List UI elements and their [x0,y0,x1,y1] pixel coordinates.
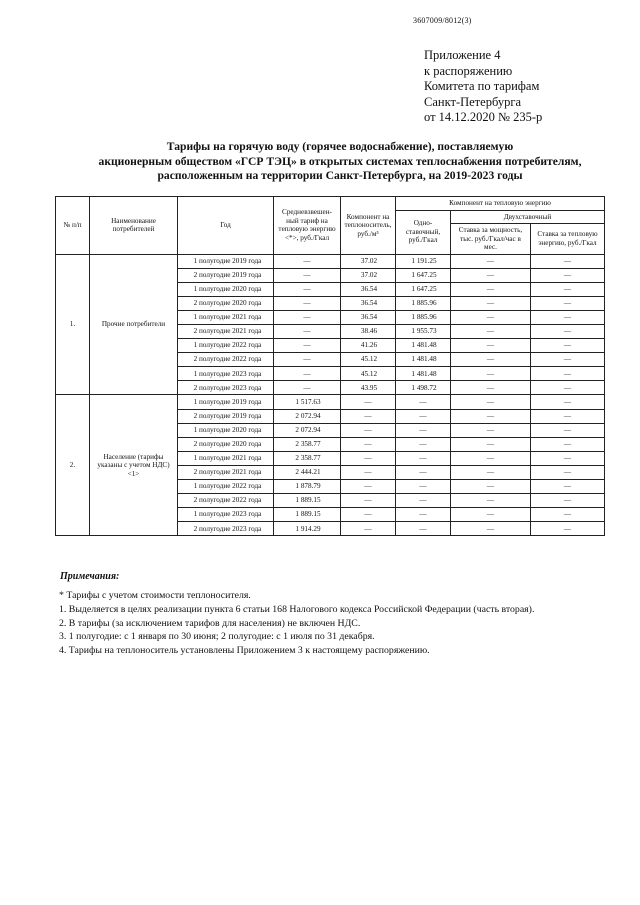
title-line: Тарифы на горячую воду (горячее водоснабжение), поставляемую [166,140,514,153]
capacity-rate-cell: — [451,296,531,310]
appendix-line: к распоряжению [424,63,513,78]
period-cell: 1 полугодие 2022 года [178,480,274,494]
capacity-rate-cell: — [451,465,531,479]
energy-rate-cell: — [531,310,605,324]
carrier-cell: — [341,423,396,437]
period-cell: 2 полугодие 2023 года [178,381,274,395]
carrier-cell: 43.95 [341,381,396,395]
energy-rate-cell: — [531,254,605,268]
energy-rate-cell: — [531,522,605,536]
period-cell: 1 полугодие 2020 года [178,282,274,296]
carrier-cell: 37.02 [341,268,396,282]
avg-tariff-cell: 2 072.94 [274,423,341,437]
note-line: * Тарифы с учетом стоимости теплоносителя. [59,590,251,601]
single-rate-cell: — [396,437,451,451]
period-cell: 1 полугодие 2020 года [178,423,274,437]
capacity-rate-cell: — [451,437,531,451]
energy-rate-cell: — [531,508,605,522]
capacity-rate-cell: — [451,409,531,423]
avg-tariff-cell: 2 358.77 [274,451,341,465]
table-row [56,395,605,409]
avg-tariff-cell: — [274,310,341,324]
notes-title: Примечания: [60,571,120,582]
period-cell: 1 полугодие 2022 года [178,339,274,353]
avg-tariff-cell: 1 878.79 [274,480,341,494]
document-number: 3607009/8012(3) [413,16,472,25]
single-rate-cell: — [396,480,451,494]
appendix-line: Комитета по тарифам [424,79,540,93]
capacity-rate-cell: — [451,268,531,282]
avg-tariff-cell: — [274,296,341,310]
avg-tariff-cell: — [274,254,341,268]
single-rate-cell: 1 885.96 [396,310,451,324]
period-cell: 2 полугодие 2021 года [178,324,274,338]
period-cell: 1 полугодие 2019 года [178,254,274,268]
consumer-name: Прочие потребители [90,254,178,395]
period-cell: 2 полугодие 2019 года [178,409,274,423]
period-cell: 2 полугодие 2023 года [178,522,274,536]
note-line: 2. В тарифы (за исключением тарифов для населения) не включен НДС. [59,617,361,629]
carrier-cell: 37.02 [341,254,396,268]
carrier-cell: — [341,494,396,508]
avg-tariff-cell: 2 072.94 [274,409,341,423]
avg-tariff-cell: 1 889.15 [274,508,341,522]
note-line: 3. 1 полугодие: с 1 января по 30 июня; 2 полугодие: с 1 июля по 31 декабря. [59,631,375,643]
appendix-line: от 14.12.2020 № 235-р [424,110,543,124]
capacity-rate-cell: — [451,282,531,296]
capacity-rate-cell: — [451,353,531,367]
single-rate-cell: — [396,423,451,437]
single-rate-cell: 1 647.25 [396,282,451,296]
energy-rate-cell: — [531,296,605,310]
single-rate-cell: 1 955.73 [396,324,451,338]
avg-tariff-cell: — [274,282,341,296]
avg-tariff-cell: — [274,381,341,395]
capacity-rate-cell: — [451,423,531,437]
appendix-block [424,48,542,126]
energy-rate-cell: — [531,353,605,367]
single-rate-cell: 1 885.96 [396,296,451,310]
carrier-cell: — [341,465,396,479]
carrier-cell: 36.54 [341,282,396,296]
capacity-rate-cell: — [451,395,531,409]
appendix-line: Санкт-Петербурга [424,94,522,109]
header-energy-component: Компонент на тепловую энергию [396,197,605,211]
capacity-rate-cell: — [451,339,531,353]
carrier-cell: — [341,522,396,536]
single-rate-cell: 1 481.48 [396,339,451,353]
avg-tariff-cell: — [274,339,341,353]
table-row [56,254,605,268]
single-rate-cell: — [396,395,451,409]
document-title [40,140,640,184]
single-rate-cell: 1 191.25 [396,254,451,268]
energy-rate-cell: — [531,409,605,423]
energy-rate-cell: — [531,282,605,296]
notes-list [59,589,534,658]
single-rate-cell: 1 647.25 [396,268,451,282]
note-line: 1. Выделяется в целях реализации пункта 6 статьи 168 Налогового кодекса Российской Федерации (часть вторая). [59,603,535,615]
period-cell: 1 полугодие 2019 года [178,395,274,409]
appendix-line: Приложение 4 [424,48,501,62]
period-cell: 1 полугодие 2023 года [178,508,274,522]
row-number: 1. [56,254,90,395]
carrier-cell: 38.46 [341,324,396,338]
single-rate-cell: 1 481.48 [396,353,451,367]
carrier-cell: — [341,437,396,451]
carrier-cell: 45.12 [341,353,396,367]
capacity-rate-cell: — [451,367,531,381]
single-rate-cell: — [396,522,451,536]
capacity-rate-cell: — [451,254,531,268]
period-cell: 2 полугодие 2020 года [178,296,274,310]
period-cell: 1 полугодие 2021 года [178,451,274,465]
energy-rate-cell: — [531,381,605,395]
energy-rate-cell: — [531,324,605,338]
capacity-rate-cell: — [451,522,531,536]
carrier-cell: 36.54 [341,296,396,310]
single-rate-cell: 1 481.48 [396,367,451,381]
title-line: акционерным обществом «ГСР ТЭЦ» в открытых системах теплоснабжения потребителям, [98,154,582,168]
carrier-cell: — [341,409,396,423]
capacity-rate-cell: — [451,310,531,324]
period-cell: 1 полугодие 2021 года [178,310,274,324]
single-rate-cell: — [396,494,451,508]
header-capacity-rate: Ставка за мощность, тыс. руб./Гкал/час в мес. [451,224,531,255]
energy-rate-cell: — [531,339,605,353]
header-energy-rate: Ставка за тепловую энергию, руб./Гкал [531,224,605,255]
avg-tariff-cell: — [274,268,341,282]
single-rate-cell: — [396,508,451,522]
carrier-cell: 45.12 [341,367,396,381]
header-num: № п/п [56,197,90,255]
period-cell: 2 полугодие 2022 года [178,353,274,367]
capacity-rate-cell: — [451,480,531,494]
single-rate-cell: — [396,451,451,465]
consumer-name: Население (тарифы указаны с учетом НДС) <1> [90,395,178,536]
header-year: Год [178,197,274,255]
carrier-cell: — [341,480,396,494]
avg-tariff-cell: 2 358.77 [274,437,341,451]
avg-tariff-cell: — [274,367,341,381]
avg-tariff-cell: 1 889.15 [274,494,341,508]
header-carrier: Компонент на теплоноситель, руб./м³ [341,197,396,255]
single-rate-cell: — [396,465,451,479]
single-rate-cell: 1 498.72 [396,381,451,395]
avg-tariff-cell: — [274,324,341,338]
carrier-cell: — [341,395,396,409]
note-line: 4. Тарифы на теплоноситель установлены Приложением 3 к настоящему распоряжению. [59,645,430,657]
energy-rate-cell: — [531,395,605,409]
energy-rate-cell: — [531,423,605,437]
header-single-rate: Одно-ставочный, руб./Гкал [396,210,451,254]
period-cell: 2 полугодие 2020 года [178,437,274,451]
avg-tariff-cell: 1 914.29 [274,522,341,536]
energy-rate-cell: — [531,465,605,479]
header-avg-tariff: Средневзвешен-ный тариф на тепловую энергию <*>, руб./Гкал [274,197,341,255]
energy-rate-cell: — [531,494,605,508]
energy-rate-cell: — [531,437,605,451]
avg-tariff-cell: 1 517.63 [274,395,341,409]
carrier-cell: — [341,451,396,465]
energy-rate-cell: — [531,367,605,381]
avg-tariff-cell: 2 444.21 [274,465,341,479]
capacity-rate-cell: — [451,324,531,338]
title-line: расположенным на территории Санкт-Петербурга, на 2019-2023 годы [157,169,523,182]
header-consumer: Наименование потребителей [90,197,178,255]
period-cell: 2 полугодие 2021 года [178,465,274,479]
tariff-table [55,196,605,536]
capacity-rate-cell: — [451,451,531,465]
capacity-rate-cell: — [451,381,531,395]
energy-rate-cell: — [531,480,605,494]
header-two-rate: Двухставочный [451,210,605,224]
table-body [56,254,605,536]
energy-rate-cell: — [531,268,605,282]
period-cell: 2 полугодие 2019 года [178,268,274,282]
carrier-cell: 36.54 [341,310,396,324]
energy-rate-cell: — [531,451,605,465]
period-cell: 1 полугодие 2023 года [178,367,274,381]
period-cell: 2 полугодие 2022 года [178,494,274,508]
carrier-cell: — [341,508,396,522]
row-number: 2. [56,395,90,536]
capacity-rate-cell: — [451,508,531,522]
single-rate-cell: — [396,409,451,423]
avg-tariff-cell: — [274,353,341,367]
capacity-rate-cell: — [451,494,531,508]
carrier-cell: 41.26 [341,339,396,353]
